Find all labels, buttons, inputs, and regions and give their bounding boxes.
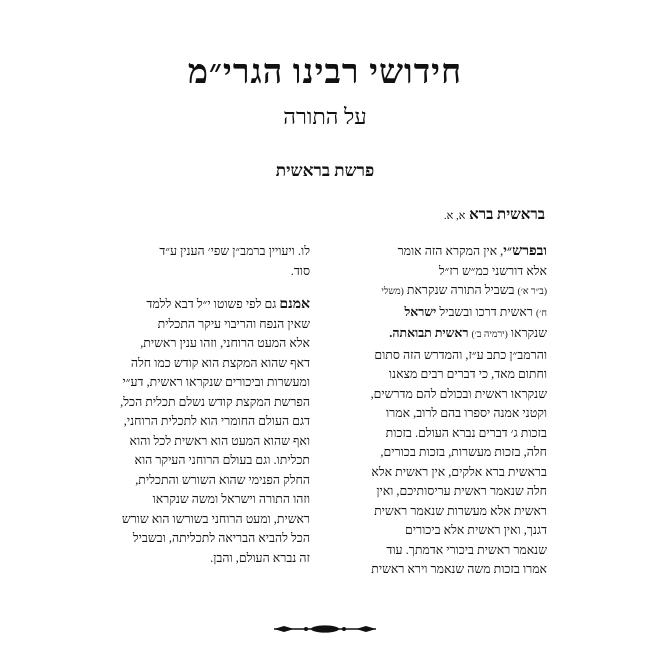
spacer xyxy=(110,281,310,295)
text-line: חלה שנאמר ראשית עריסותיכם, ואין xyxy=(376,484,547,498)
text-line: דגנך, ואין ראשית אלא ביכורים xyxy=(405,523,547,537)
footnote-line: סוד. xyxy=(290,263,310,278)
text-line: חלה, בזכות מעשרות, בזכות בכורים, xyxy=(380,445,547,459)
text-line: אמנם גם לפי פשוטו י״ל דבא ללמד xyxy=(146,297,310,312)
right-column xyxy=(332,242,547,580)
text-line: הפרשת המקצת קודש נשלם תכלית הכל, xyxy=(120,394,310,409)
text-line: וחתום מאד, כי דברים רבים מצאנו xyxy=(388,367,547,381)
ornament-divider-icon xyxy=(270,620,380,638)
text-line: וקטני אמנה יספרו בהם לרוב, אמרו xyxy=(385,406,547,420)
verse-heading-text: בראשית ברא xyxy=(469,207,545,223)
text-line: בזכות ג׳ דברים נברא העולם. בזכות xyxy=(385,425,547,440)
text-line: תכליתו. וגם בעולם הרוחני העיקר הוא xyxy=(134,453,310,467)
verse-heading xyxy=(444,205,545,226)
left-column xyxy=(110,242,310,568)
text-line: אלא דורשני כמ״ש רז״ל xyxy=(438,263,547,278)
text-line: ראשית אלא מעשרות שנאמר ראשית xyxy=(374,503,547,518)
text-line: ח׳) ראשית דרכו ובשביל ישראל xyxy=(404,304,547,319)
text-line: דגם העולם החומרי הוא לתכלית הרוחני, xyxy=(123,414,310,428)
text-line: דאף שהוא המקצת הוא קודש כמו חלה xyxy=(130,355,310,370)
text-line: אלא המעט הרוחני, וזהו ענין ראשית, xyxy=(140,336,310,350)
text-line: שנקראו ראשית ובכולם להם מדרשים, xyxy=(370,386,547,401)
text-line: ואף שהוא המעט הוא ראשית לכל והוא xyxy=(129,433,310,448)
text-line: ובפרש״י, אין המקרא הזה אומר xyxy=(397,244,547,259)
text-line: שנאמר ראשית ביכורי אדמתך. עוד xyxy=(386,542,547,557)
opening-word: אמנם xyxy=(279,297,310,312)
text-line: שאין הנפח והריבוי עיקר התכלית xyxy=(157,316,310,331)
parasha-title: פרשת בראשית xyxy=(275,161,375,180)
text-line: בראשית ברא אלקים, אין ראשית אלא xyxy=(371,464,547,479)
text-line: החלק הפנימי שהוא השורש והתכלית, xyxy=(135,472,310,487)
text-line: ומעשרות וביכורים שנקראו ראשית, דע״י xyxy=(122,375,310,389)
text-line: וזהו התורה וישראל ומשה שנקראו xyxy=(152,492,310,506)
text-line: הכל להביא הבריאה לתכליתה, ובשביל xyxy=(132,531,310,545)
book-subtitle: על התורה xyxy=(283,104,367,129)
text-line: זה נברא העולם, והבן. xyxy=(210,550,310,565)
text-line: (ב״ר א׳) בשביל התורה שנקראת (משלי xyxy=(381,283,547,297)
text-line: שנקראו (ירמיה ב׳) ראשית תבואתה. xyxy=(389,326,547,340)
text-line: והרמב״ן כתב ע״ז, והמדרש הזה סתום xyxy=(374,347,547,362)
footnote-line: לו. ויעויין ברמב״ן שפי׳ הענין ע״ד xyxy=(159,244,310,258)
text-line: אמרו בזכות משה שנאמר וירא ראשית xyxy=(371,562,547,576)
book-title: חידושי רבינו הגרי״מ xyxy=(187,54,463,91)
verse-reference: א, א. xyxy=(443,210,466,222)
text-line: ראשית, ומעט הרוחני בשורשו הוא שורש xyxy=(121,511,310,526)
